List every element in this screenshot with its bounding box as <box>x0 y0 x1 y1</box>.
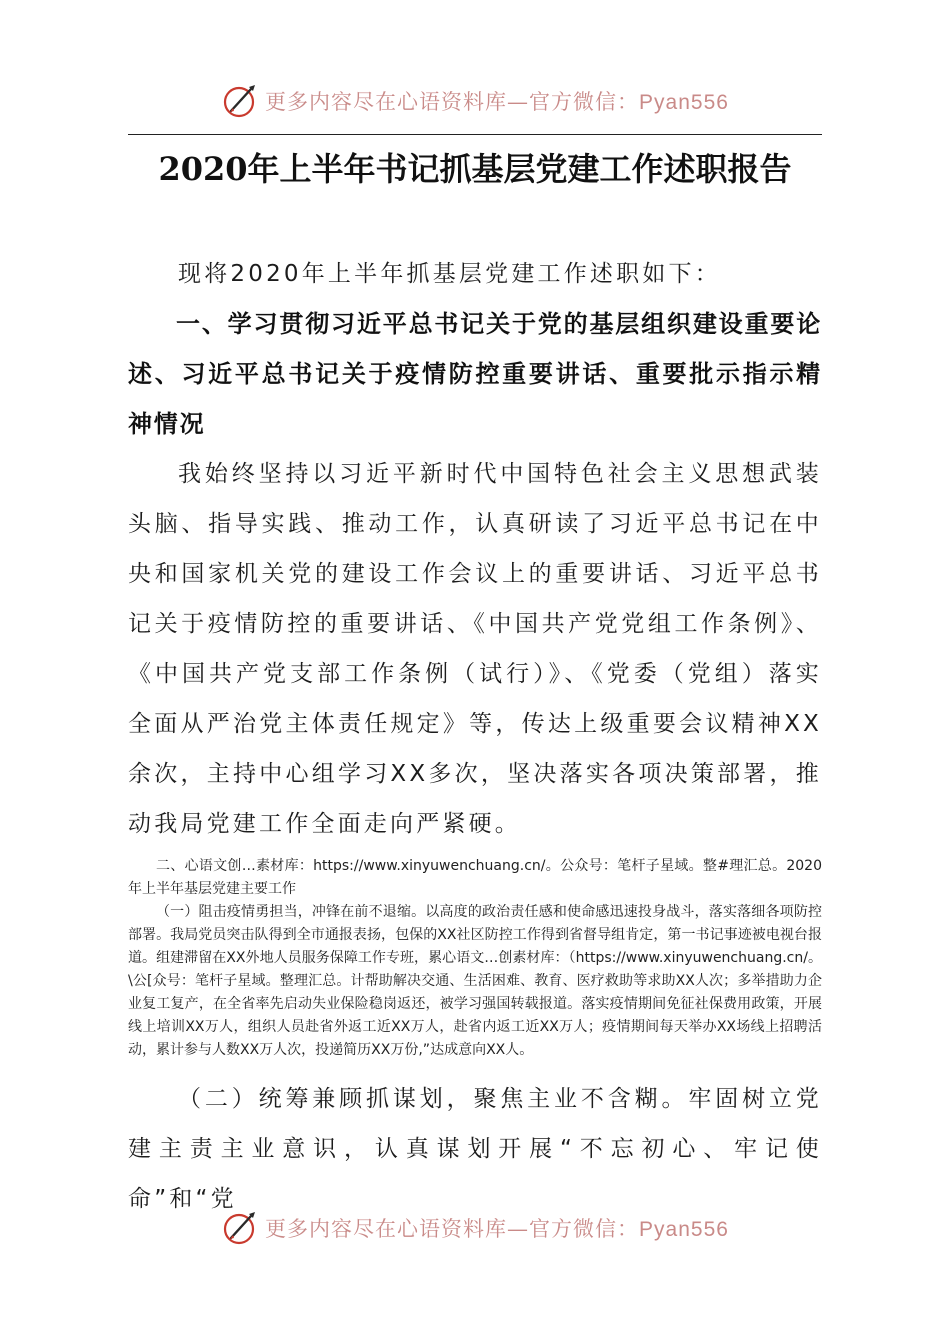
intro-paragraph: 现将2020年上半年抓基层党建工作述职如下： <box>178 261 721 287</box>
small-paragraph-2: （一）阻击疫情勇担当，冲锋在前不退缩。以高度的政治责任感和使命感迅速投身战斗，落实落细各项防控部署。我局党员突击队得到全市通报表扬，包保的XX社区防控工作得到省督导组肯定，第一书记事迹被电视台报道。组建滞留在XX外地人员服务保障工作专班，累心语文…创素材库：（https://www.xinyuwenchuang.cn/。\公[众号：笔杆子星域。整理汇总。计帮助解决交通、生活困难、教育、医疗救助等求助XX人次；多举措助力企业复工复产，在全省率先启动失业保险稳岗返还，被学习强国转载报道。落实疫情期间免征社保费用政策，开展线上培训XX万人，组织人员赴省外返工近XX万人，赴省内返工近XX万人；疫情期间每天举办XX场线上招聘活动，累计参与人数XX万人次，投递简历XX万份,”达成意向XX人。 <box>128 904 822 1058</box>
document-title: 2020年上半年书记抓基层党建工作述职报告 <box>158 150 792 188</box>
footer-watermark-banner <box>0 1203 950 1253</box>
pen-logo-icon <box>221 1208 261 1248</box>
small-print-block <box>128 855 822 1062</box>
pen-logo-icon <box>221 81 261 121</box>
wechat-id: Pyan556 <box>639 91 729 114</box>
small-paragraph-1: 二、心语文创…素材库：https://www.xinyuwenchuang.cn/。公众号：笔杆子星域。整#理汇总。2020年上半年基层党建主要工作 <box>128 858 822 897</box>
section-1-body: 我始终坚持以习近平新时代中国特色社会主义思想武装头脑、指导实践、推动工作，认真研读了习近平总书记在中央和国家机关党的建设工作会议上的重要讲话、习近平总书记关于疫情防控的重要讲话、《中国共产党党组工作条例》、《中国共产党支部工作条例（试行）》、《党委（党组）落实全面从严治党主体责任规定》等，传达上级重要会议精神XX余次，主持中心组学习XX多次，坚决落实各项决策部署，推动我局党建工作全面走向严紧硬。 <box>128 461 822 837</box>
header-divider <box>128 134 822 135</box>
wechat-id: Pyan556 <box>639 1218 729 1241</box>
section-2-body: （二）统筹兼顾抓谋划，聚焦主业不含糊。牢固树立党建主责主业意识，认真谋划开展“不忘初心、牢记使命”和“党 <box>128 1086 822 1212</box>
section-1-heading: 一、学习贯彻习近平总书记关于党的基层组织建设重要论述、习近平总书记关于疫情防控重要讲话、重要批示指示精神情况 <box>128 310 822 438</box>
watermark-text: 更多内容尽在心语资料库—官方微信：Pyan556 <box>265 1217 729 1241</box>
document-body <box>128 249 822 1224</box>
header-watermark-banner <box>0 76 950 126</box>
watermark-text: 更多内容尽在心语资料库—官方微信：Pyan556 <box>265 90 729 114</box>
